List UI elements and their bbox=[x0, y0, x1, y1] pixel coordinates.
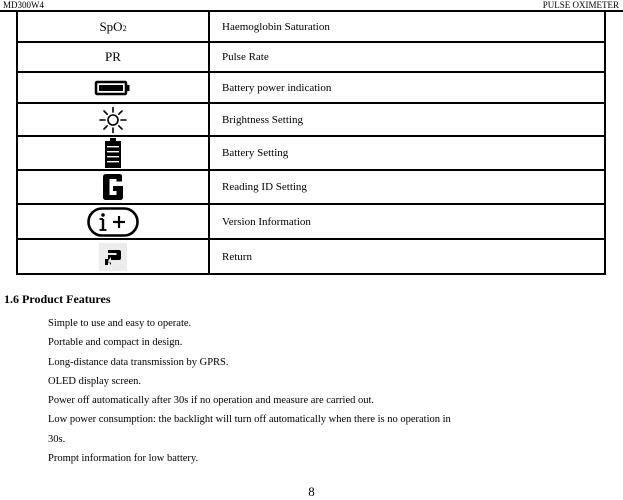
row-description: Version Information bbox=[209, 204, 605, 239]
table-row bbox=[17, 72, 605, 103]
page-number: 8 bbox=[308, 484, 315, 499]
g-letter-icon bbox=[100, 172, 126, 202]
table-row bbox=[17, 170, 605, 204]
features-list bbox=[48, 314, 451, 468]
info-plus-icon bbox=[87, 207, 139, 237]
row-description: Brightness Setting bbox=[209, 103, 605, 136]
row-description: Battery Setting bbox=[209, 136, 605, 170]
row-description: Reading ID Setting bbox=[209, 170, 605, 204]
list-item: 30s. bbox=[48, 433, 66, 445]
row-description: Return bbox=[209, 239, 605, 274]
list-item: Portable and compact in design. bbox=[48, 337, 183, 349]
spo2-subscript: 2 bbox=[122, 23, 127, 33]
spo2-symbol: SpO bbox=[99, 18, 123, 34]
table-row bbox=[17, 42, 605, 72]
table-row bbox=[17, 239, 605, 274]
list-item: OLED display screen. bbox=[48, 375, 142, 387]
return-icon bbox=[98, 242, 128, 272]
pr-symbol: PR bbox=[17, 42, 209, 72]
list-item: Low power consumption: the backlight will turn off automatically when there is no operation in bbox=[48, 414, 451, 426]
table-row bbox=[17, 204, 605, 239]
list-item: Simple to use and easy to operate. bbox=[48, 318, 192, 329]
sun-icon bbox=[98, 106, 128, 134]
battery-bars-icon bbox=[104, 138, 122, 168]
row-description: Haemoglobin Saturation bbox=[209, 11, 605, 42]
symbol-table bbox=[16, 10, 606, 275]
list-item: Prompt information for low battery. bbox=[48, 453, 199, 465]
section-title: 1.6 Product Features bbox=[4, 292, 111, 306]
battery-icon bbox=[94, 80, 132, 96]
table-row bbox=[17, 136, 605, 170]
header-model: MD300W4 bbox=[3, 0, 44, 10]
header-product: PULSE OXIMETER bbox=[542, 0, 619, 10]
row-description: Battery power indication bbox=[209, 72, 605, 103]
row-description: Pulse Rate bbox=[209, 42, 605, 72]
table-row bbox=[17, 103, 605, 136]
list-item: Power off automatically after 30s if no operation and measure are carried out. bbox=[48, 395, 375, 407]
table-row bbox=[17, 11, 605, 42]
list-item: Long-distance data transmission by GPRS. bbox=[48, 356, 229, 368]
